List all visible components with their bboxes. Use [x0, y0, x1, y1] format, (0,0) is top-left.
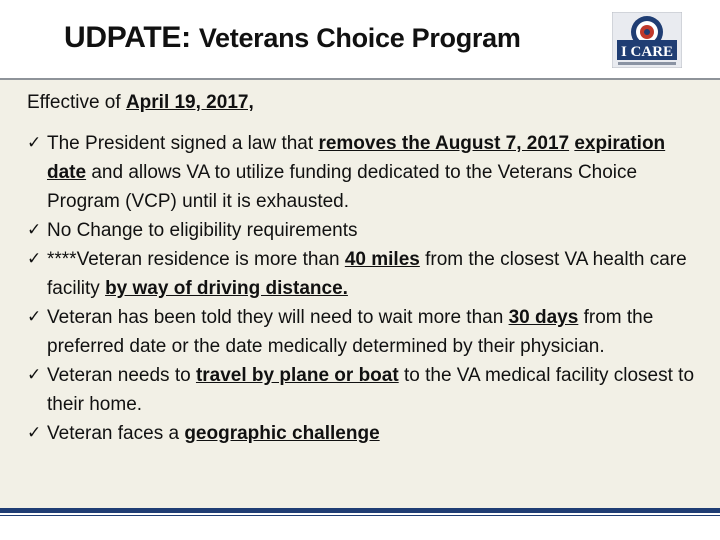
bullet-text: and allows VA to utilize funding dedicated to the Veterans Choice Program (VCP) until it is exhausted. [47, 162, 638, 212]
logo-text: I CARE [620, 44, 674, 60]
content-panel [0, 78, 720, 510]
bullet-text: The President signed a law that [47, 133, 314, 154]
list-item [27, 419, 697, 448]
list-item [27, 303, 697, 361]
bullet-emphasis: removes the August 7, 2017 [318, 133, 570, 154]
i-care-logo [612, 12, 682, 68]
bullet-text: from the preferred date or the date medically determined by their physician. [47, 307, 654, 357]
bottom-rule [0, 508, 720, 513]
list-item [27, 129, 697, 216]
list-item [27, 216, 697, 245]
bullet-text: Veteran faces a [47, 423, 180, 444]
bullet-emphasis: travel by plane or boat [195, 365, 399, 386]
bullet-text: ****Veteran residence is more than [47, 249, 340, 270]
effective-line [27, 90, 254, 116]
check-icon: ✓ [27, 249, 42, 269]
slide-title [64, 18, 521, 58]
bullet-emphasis: geographic challenge [184, 423, 380, 444]
list-item [27, 245, 697, 303]
bullet-emphasis: expiration date [47, 133, 666, 183]
title-bar [0, 0, 720, 78]
check-icon: ✓ [27, 307, 42, 327]
effective-prefix: Effective of [27, 92, 121, 113]
bullet-emphasis: 40 miles [344, 249, 420, 270]
bullet-emphasis: 30 days [508, 307, 579, 328]
list-item [27, 361, 697, 419]
check-icon: ✓ [27, 365, 42, 385]
check-icon: ✓ [27, 133, 42, 153]
bullet-text: Veteran has been told they will need to wait more than [47, 307, 504, 328]
bullet-list [27, 129, 697, 448]
bullet-text: No Change to eligibility requirements [47, 220, 358, 241]
bullet-emphasis: by way of driving distance. [105, 278, 348, 299]
check-icon: ✓ [27, 220, 42, 240]
title-lead: UDPATE: [64, 21, 191, 54]
bullet-text: Veteran needs to [47, 365, 191, 386]
check-icon: ✓ [27, 423, 42, 443]
effective-date: April 19, 2017, [125, 92, 254, 113]
bullet-text: to the VA medical facility closest to their home. [47, 365, 695, 415]
bottom-rule-thin [0, 515, 720, 516]
title-rest: Veterans Choice Program [198, 23, 521, 53]
bullet-text: from the closest VA health care facility [47, 249, 687, 299]
